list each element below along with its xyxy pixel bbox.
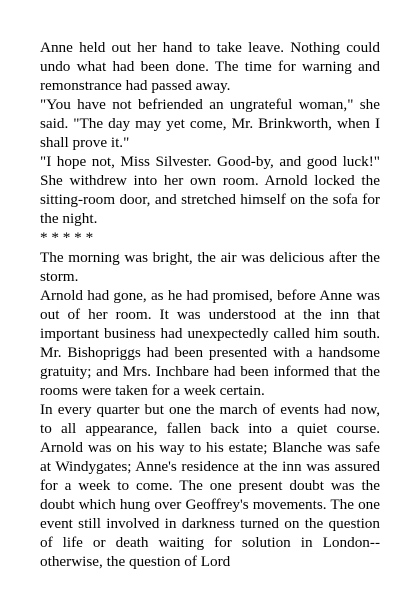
- paragraph-arnold-gone: Arnold had gone, as he had promised, before Anne was out of her room. It was understood at the inn that important business had unexpectedly called him south. Mr. Bishopriggs had been presented with a handsome gratuity; and Mrs. Inchbare had been informed that the rooms were taken for a week certain.: [40, 286, 380, 399]
- paragraph-anne-takes-leave: Anne held out her hand to take leave. Nothing could undo what had been done. The time for warning and remonstrance had passed away.: [40, 39, 380, 95]
- paragraph-arnold-reply: "I hope not, Miss Silvester. Good-by, and good luck!" She withdrew into her own room. Arnold locked the sitting-room door, and stretched himself on the sofa for the night.: [40, 153, 380, 228]
- paragraph-morning: The morning was bright, the air was delicious after the storm.: [40, 248, 380, 285]
- paragraph-anne-speech: "You have not befriended an ungrateful woman," she said. "The day may yet come, Mr. Brinkworth, when I shall prove it.": [40, 96, 380, 152]
- section-separator: * * * * *: [40, 229, 94, 247]
- paragraph-march-of-events: In every quarter but one the march of events had now, to all appearance, fallen back into a quiet course. Arnold was on his way to his estate; Blanche was safe at Windygates; Anne's residence at the inn was assured for a week to come. The one present doubt was the doubt which hung over Geoffrey's movements. The one event still involved in darkness turned on the question of life or death waiting for solution in London--otherwise, the question of Lord: [40, 400, 380, 571]
- book-page-text: [40, 38, 380, 571]
